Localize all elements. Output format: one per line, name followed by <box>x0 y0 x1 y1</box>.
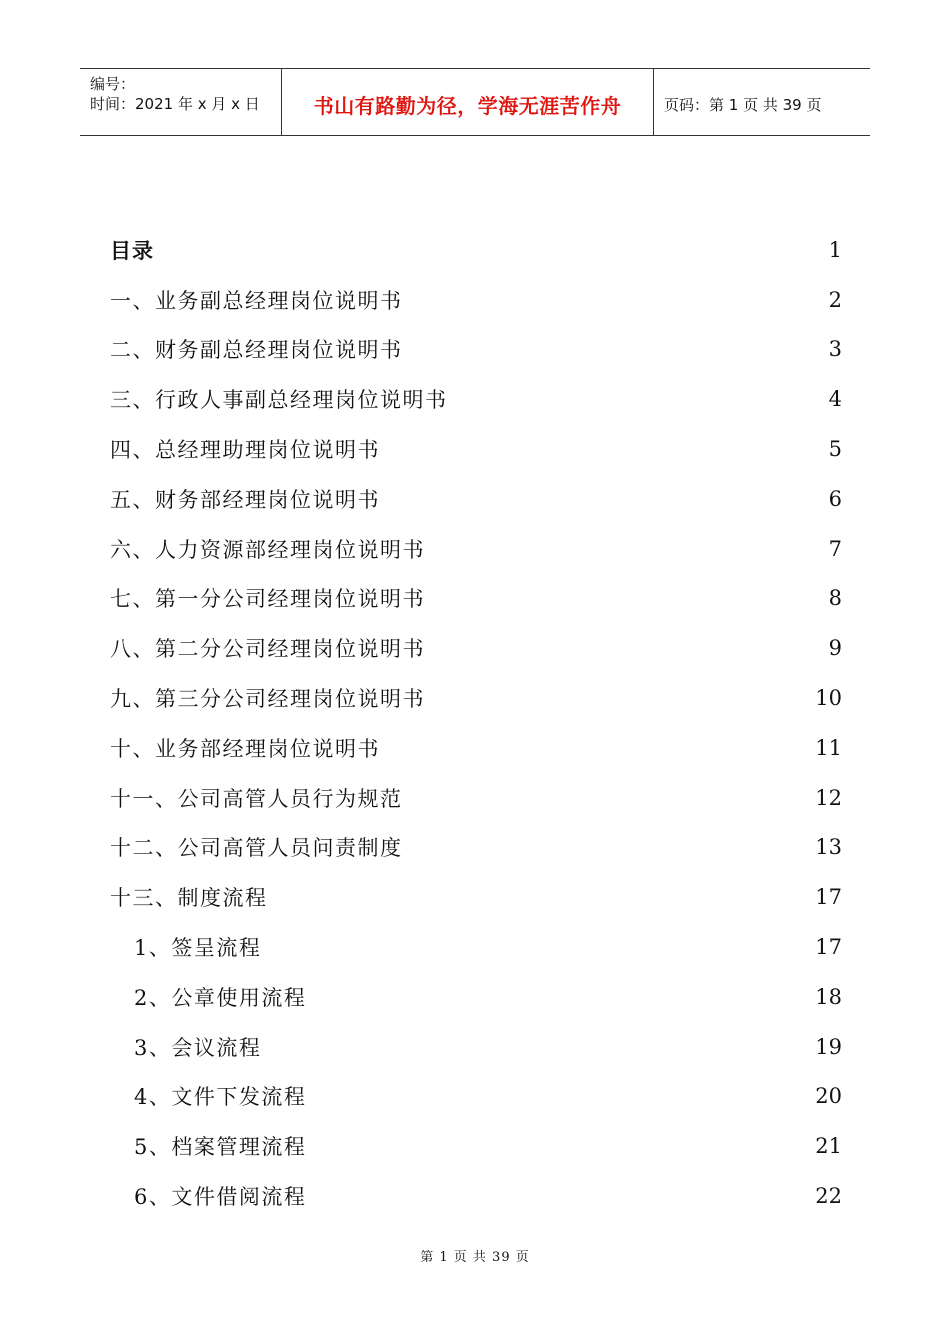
toc-entry <box>110 424 842 474</box>
toc-entry-text: 三、行政人事副总经理岗位说明书 <box>110 388 448 413</box>
toc-entry-text: 5、档案管理流程 <box>134 1135 307 1160</box>
toc-entry-text: 十三、制度流程 <box>110 886 268 911</box>
toc-page-number: 8 <box>828 586 842 611</box>
toc-title-row <box>110 225 842 275</box>
toc-entry <box>110 673 842 723</box>
toc-page-number: 5 <box>828 437 842 462</box>
toc-page-number: 3 <box>828 337 842 362</box>
toc-page-number: 13 <box>815 835 842 860</box>
toc-page-number: 22 <box>815 1184 842 1209</box>
toc-entry-text: 6、文件借阅流程 <box>134 1185 307 1210</box>
toc-entry <box>110 374 842 424</box>
toc-page-number: 18 <box>815 984 842 1009</box>
toc-entry-text: 十二、公司高管人员问责制度 <box>110 836 403 861</box>
toc-entry <box>110 872 842 922</box>
toc-entry-text: 九、第三分公司经理岗位说明书 <box>110 687 425 712</box>
toc-entry <box>110 574 842 624</box>
toc-entry <box>110 823 842 873</box>
toc-page-number: 10 <box>815 686 842 711</box>
toc-page-number: 17 <box>815 935 842 960</box>
toc-page-number: 17 <box>815 885 842 910</box>
toc-page-number: 1 <box>828 237 842 262</box>
toc-entry <box>110 325 842 375</box>
document-date: 时间：2021 年 x 月 x 日 <box>90 95 260 113</box>
toc-entry <box>110 623 842 673</box>
toc-entry-text: 四、总经理助理岗位说明书 <box>110 438 380 463</box>
toc-subentry <box>110 1171 842 1221</box>
toc-entry-text: 十、业务部经理岗位说明书 <box>110 736 380 761</box>
toc-page-number: 11 <box>815 735 842 760</box>
toc-title: 目录 <box>110 238 154 263</box>
toc-entry-text: 3、会议流程 <box>134 1035 262 1060</box>
toc-subentry <box>110 972 842 1022</box>
header-page-info: 页码：第 1 页 共 39 页 <box>664 95 822 114</box>
header-meta <box>80 69 282 135</box>
toc-subentry <box>110 1121 842 1171</box>
toc-page-number: 4 <box>828 387 842 412</box>
toc-page-number: 6 <box>828 486 842 511</box>
toc-subentry <box>110 1022 842 1072</box>
toc-subentry <box>110 922 842 972</box>
toc-entry-text: 十一、公司高管人员行为规范 <box>110 786 403 811</box>
page-header <box>80 68 870 136</box>
toc-entry-text: 六、人力资源部经理岗位说明书 <box>110 537 425 562</box>
toc-page-number: 21 <box>815 1134 842 1159</box>
toc-entry <box>110 723 842 773</box>
toc-subentry <box>110 1072 842 1122</box>
toc-entry-text: 八、第二分公司经理岗位说明书 <box>110 637 425 662</box>
document-number-label: 编号： <box>90 75 136 93</box>
toc-entry <box>110 474 842 524</box>
toc-page-number: 12 <box>815 785 842 810</box>
toc-entry-text: 二、财务副总经理岗位说明书 <box>110 338 403 363</box>
toc-entry-text: 4、文件下发流程 <box>134 1085 307 1110</box>
toc-page-number: 2 <box>828 287 842 312</box>
table-of-contents <box>110 225 842 1221</box>
toc-entry-text: 五、财务部经理岗位说明书 <box>110 487 380 512</box>
toc-entry <box>110 773 842 823</box>
page-footer: 第 1 页 共 39 页 <box>420 1250 530 1265</box>
header-slogan: 书山有路勤为径，学海无涯苦作舟 <box>282 69 654 135</box>
toc-entry-text: 一、业务副总经理岗位说明书 <box>110 288 403 313</box>
toc-page-number: 9 <box>828 636 842 661</box>
toc-entry <box>110 524 842 574</box>
toc-entry-text: 七、第一分公司经理岗位说明书 <box>110 587 425 612</box>
toc-entry <box>110 275 842 325</box>
toc-entry-text: 1、签呈流程 <box>134 936 262 961</box>
toc-page-number: 7 <box>828 536 842 561</box>
toc-page-number: 19 <box>815 1034 842 1059</box>
toc-entry-text: 2、公章使用流程 <box>134 985 307 1010</box>
toc-page-number: 20 <box>815 1084 842 1109</box>
